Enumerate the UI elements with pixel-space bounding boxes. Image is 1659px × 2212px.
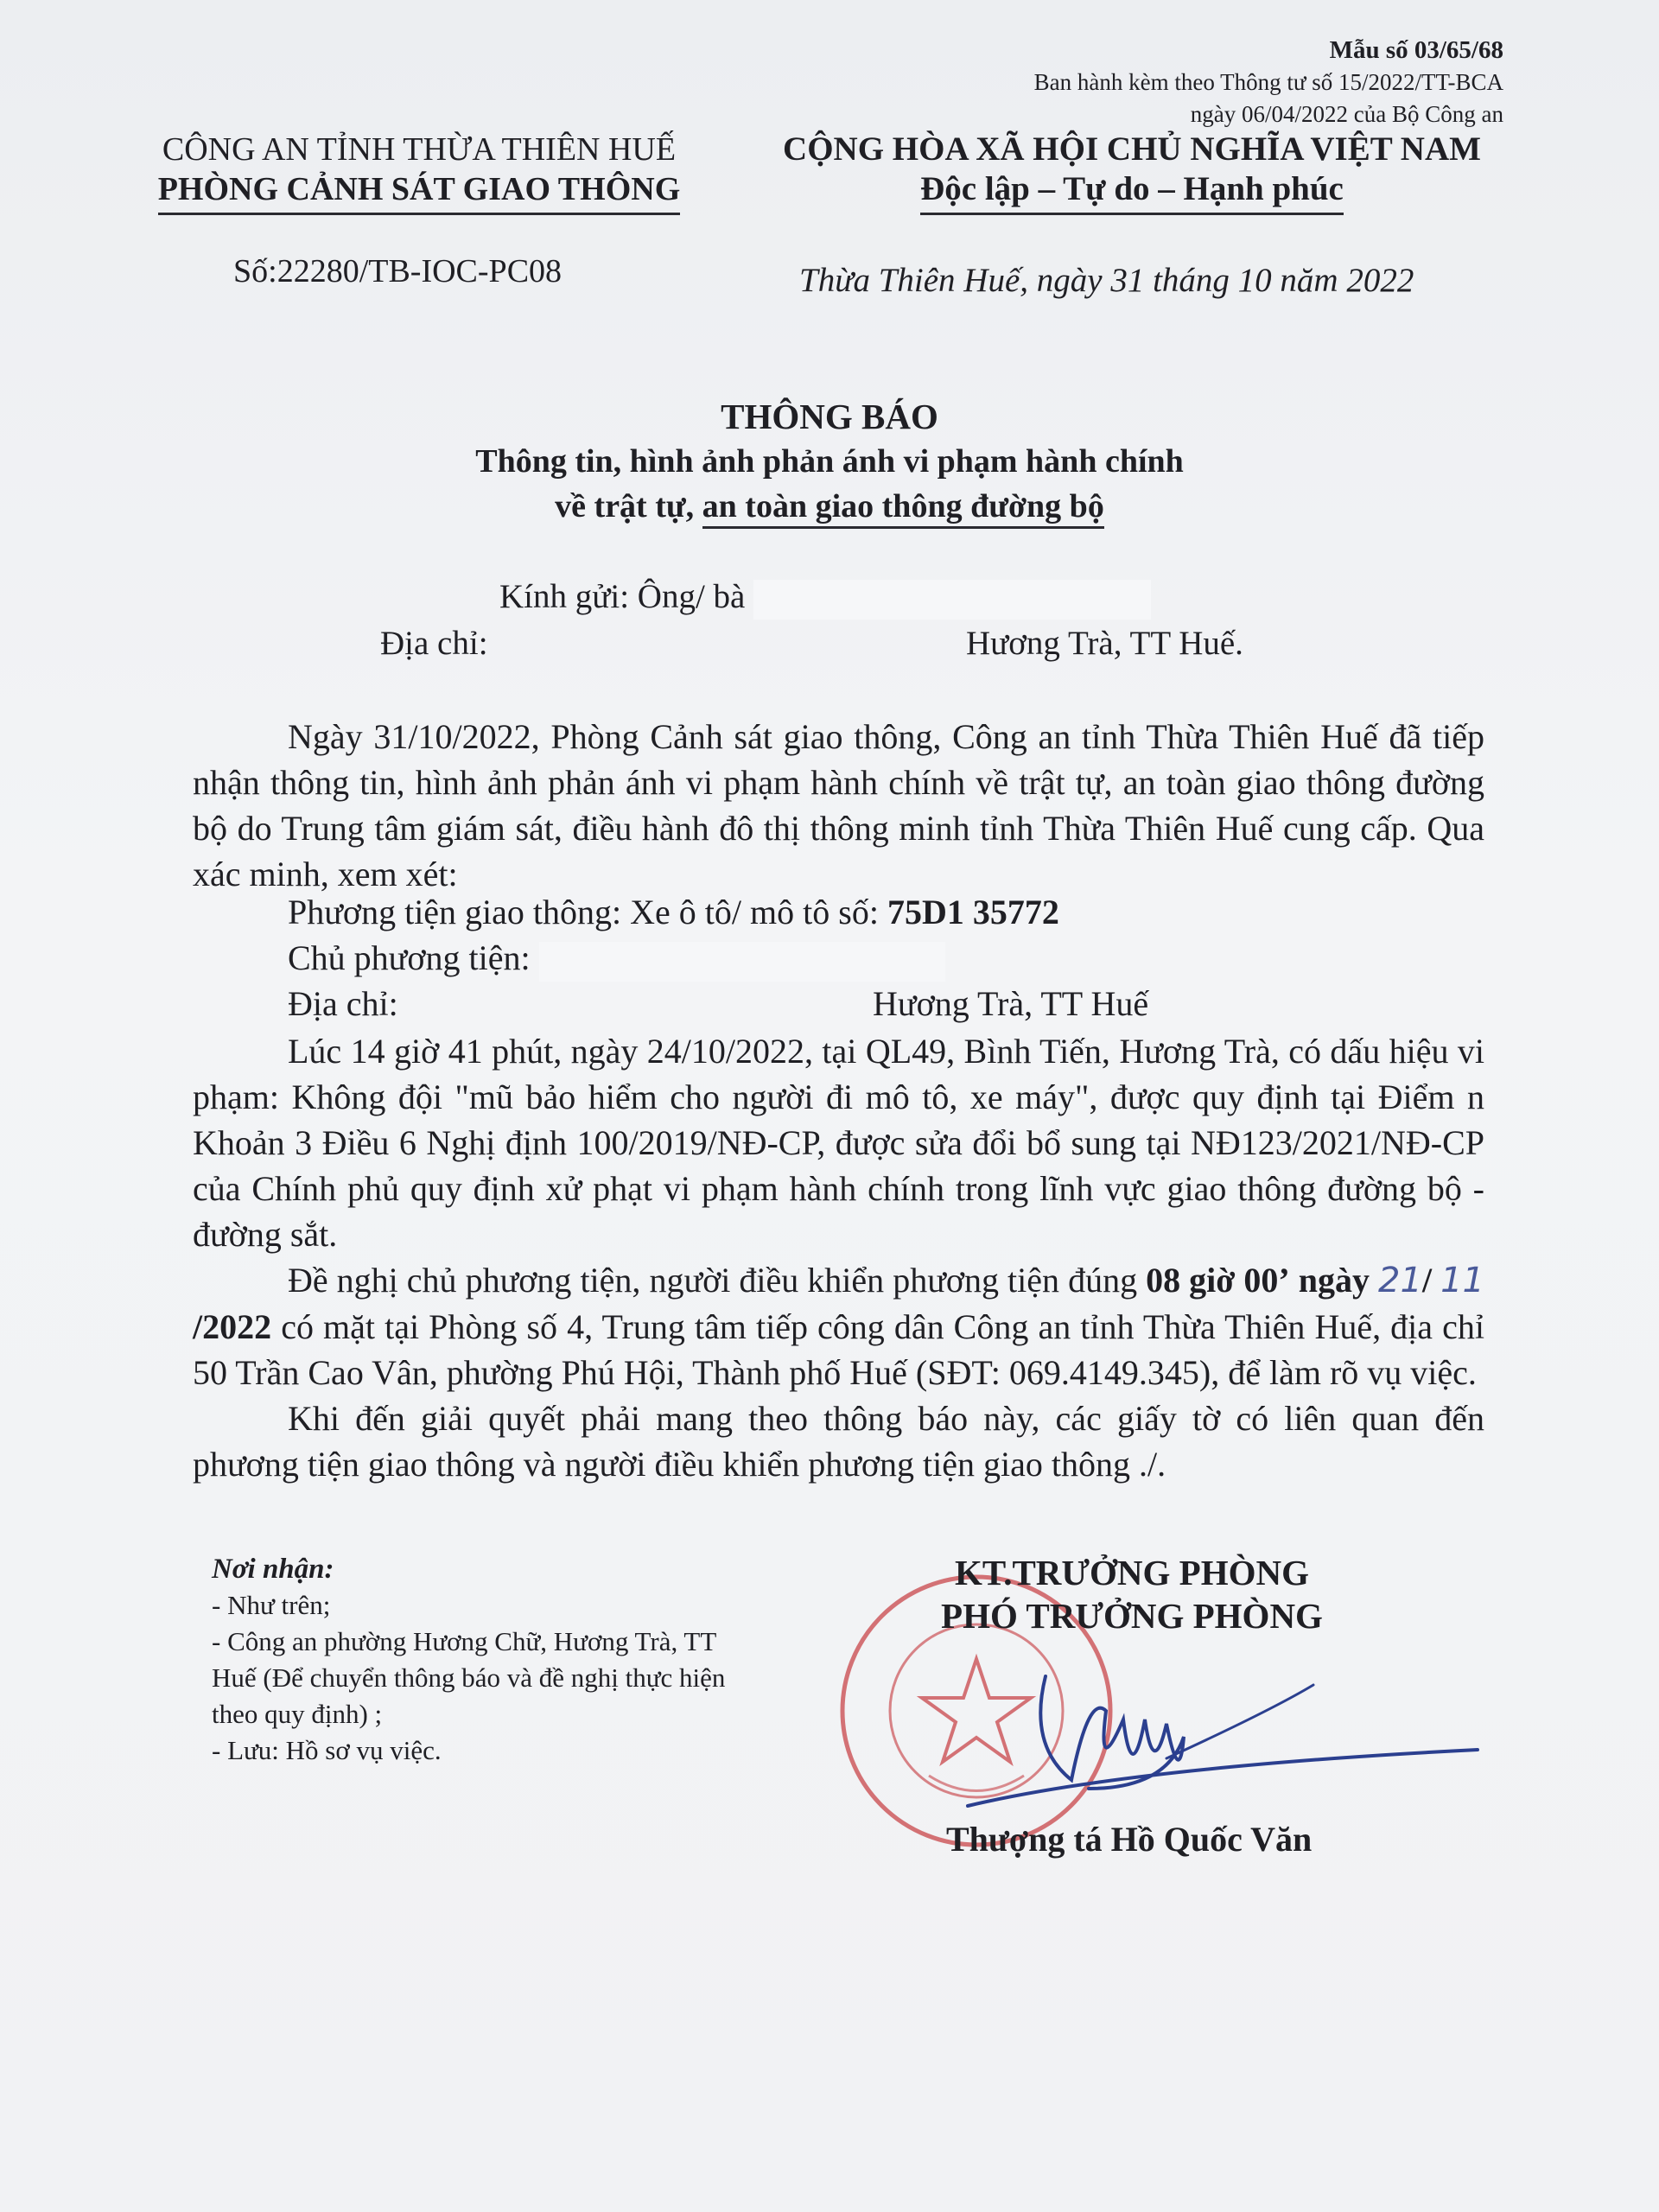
body-paragraph-1 (193, 714, 1484, 897)
recipient-address (380, 624, 488, 663)
agency-line2: PHÒNG CẢNH SÁT GIAO THÔNG (158, 169, 681, 215)
request-time: 08 giờ 00’ (1146, 1261, 1290, 1300)
receiver-item: theo quy định) ; (212, 1699, 383, 1729)
intro-paragraph: Ngày 31/10/2022, Phòng Cảnh sát giao thông, Công an tỉnh Thừa Thiên Huế đã tiếp nhận thông tin, hình ảnh phản ánh vi phạm hành chính về trật tự, an toàn giao thông đường bộ do Trung tâm giám sát, điều hành đô thị thông minh tỉnh Thừa Thiên Huế cung cấp. Qua xác minh, xem xét: (193, 717, 1484, 893)
redacted-name (753, 580, 1151, 620)
agency-header (130, 130, 709, 215)
handwritten-day: 21 (1378, 1261, 1422, 1300)
owner-address-tail: Hương Trà, TT Huế (873, 984, 1149, 1023)
recipient-label: Kính gửi: Ông/ bà (499, 578, 746, 615)
violation-block (193, 1028, 1484, 1487)
form-issued-line1: Ban hành kèm theo Thông tư số 15/2022/TT-BCA (1033, 69, 1503, 95)
signature-title-block (873, 1551, 1391, 1637)
vehicle-plate: 75D1 35772 (887, 893, 1059, 931)
nation-line1: CỘNG HÒA XÃ HỘI CHỦ NGHĨA VIỆT NAM (783, 130, 1481, 168)
title-sub2b: an toàn giao thông đường bộ (702, 488, 1104, 529)
request-text-a: Đề nghị chủ phương tiện, người điều khiển phương tiện đúng (288, 1261, 1147, 1300)
receiver-item: Huế (Để chuyển thông báo và đề nghị thực hiện (212, 1662, 726, 1693)
receiver-item: - Như trên; (212, 1590, 331, 1620)
date-line: Thừa Thiên Huế, ngày 31 tháng 10 năm 2022 (799, 262, 1414, 299)
vehicle-line (288, 892, 1059, 932)
signature-title2: PHÓ TRƯỞNG PHÒNG (941, 1596, 1323, 1636)
owner-line (288, 938, 945, 982)
page-title: THÔNG BÁO (721, 397, 938, 436)
receivers-block (212, 1551, 725, 1769)
form-number: Mẫu số 03/65/68 (1329, 36, 1503, 64)
national-header (743, 130, 1521, 215)
recipient-line (499, 577, 1151, 620)
title-sub2a: về trật tự, (555, 488, 702, 524)
owner-label: Chủ phương tiện: (288, 938, 531, 977)
closing-paragraph: Khi đến giải quyết phải mang theo thông báo này, các giấy tờ có liên quan đến phương tiện giao thông và người điều khiển phương tiện giao thông ./. (193, 1399, 1484, 1484)
recipient-address-tail: Hương Trà, TT Huế. (966, 625, 1243, 662)
title-sub1: Thông tin, hình ảnh phản ánh vi phạm hành chính (475, 443, 1184, 480)
request-day-label: ngày (1298, 1261, 1370, 1300)
request-paragraph: Đề nghị chủ phương tiện, người điều khiển phương tiện đúng 08 giờ 00’ ngày 21/ 11 /2022 có mặt tại Phòng số 4, Trung tâm tiếp công dân Công an tỉnh Thừa Thiên Huế, địa chỉ 50 Trần Cao Vân, phường Phú Hội, Thành phố Huế (SĐT: 069.4149.345), để làm rõ vụ việc. (193, 1261, 1485, 1392)
receivers-heading: Nơi nhận: (212, 1554, 334, 1585)
redacted-owner (539, 942, 945, 982)
handwritten-month: 11 (1440, 1261, 1485, 1300)
title-sub2 (0, 487, 1659, 525)
signature-title1: KT.TRƯỞNG PHÒNG (955, 1553, 1309, 1592)
receiver-item: - Công an phường Hương Chữ, Hương Trà, TT (212, 1626, 717, 1656)
recipient-address-label: Địa chỉ: (380, 625, 488, 662)
request-text-b: có mặt tại Phòng số 4, Trung tâm tiếp công dân Công an tỉnh Thừa Thiên Huế, địa chỉ 50 Trần Cao Vân, phường Phú Hội, Thành phố Huế (SĐT: 069.4149.345), để làm rõ vụ việc. (193, 1307, 1484, 1392)
form-number-block (1034, 35, 1503, 130)
agency-line1: CÔNG AN TỈNH THỪA THIÊN HUẾ (162, 131, 677, 168)
owner-address-line (288, 983, 398, 1024)
request-year: /2022 (193, 1307, 272, 1346)
violation-paragraph: Lúc 14 giờ 41 phút, ngày 24/10/2022, tại QL49, Bình Tiến, Hương Trà, có dấu hiệu vi phạm: Không đội "mũ bảo hiểm cho người đi mô tô, xe máy", được quy định tại Điểm n Khoản 3 Điều 6 Nghị định 100/2019/NĐ-CP, được sửa đổi bổ sung tại NĐ123/2021/NĐ-CP của Chính phủ quy định xử phạt vi phạm hành chính trong lĩnh vực giao thông đường bộ - đường sắt. (193, 1032, 1484, 1254)
form-issued-line2: ngày 06/04/2022 của Bộ Công an (1190, 101, 1503, 127)
vehicle-label: Phương tiện giao thông: Xe ô tô/ mô tô số: (288, 893, 887, 931)
receiver-item: - Lưu: Hồ sơ vụ việc. (212, 1735, 442, 1765)
signer-name: Thượng tá Hồ Quốc Văn (946, 1820, 1313, 1859)
nation-motto: Độc lập – Tự do – Hạnh phúc (920, 169, 1344, 215)
handwritten-signature (959, 1659, 1495, 1815)
owner-address-label: Địa chỉ: (288, 984, 398, 1023)
document-number: Số:22280/TB-IOC-PC08 (233, 253, 563, 289)
